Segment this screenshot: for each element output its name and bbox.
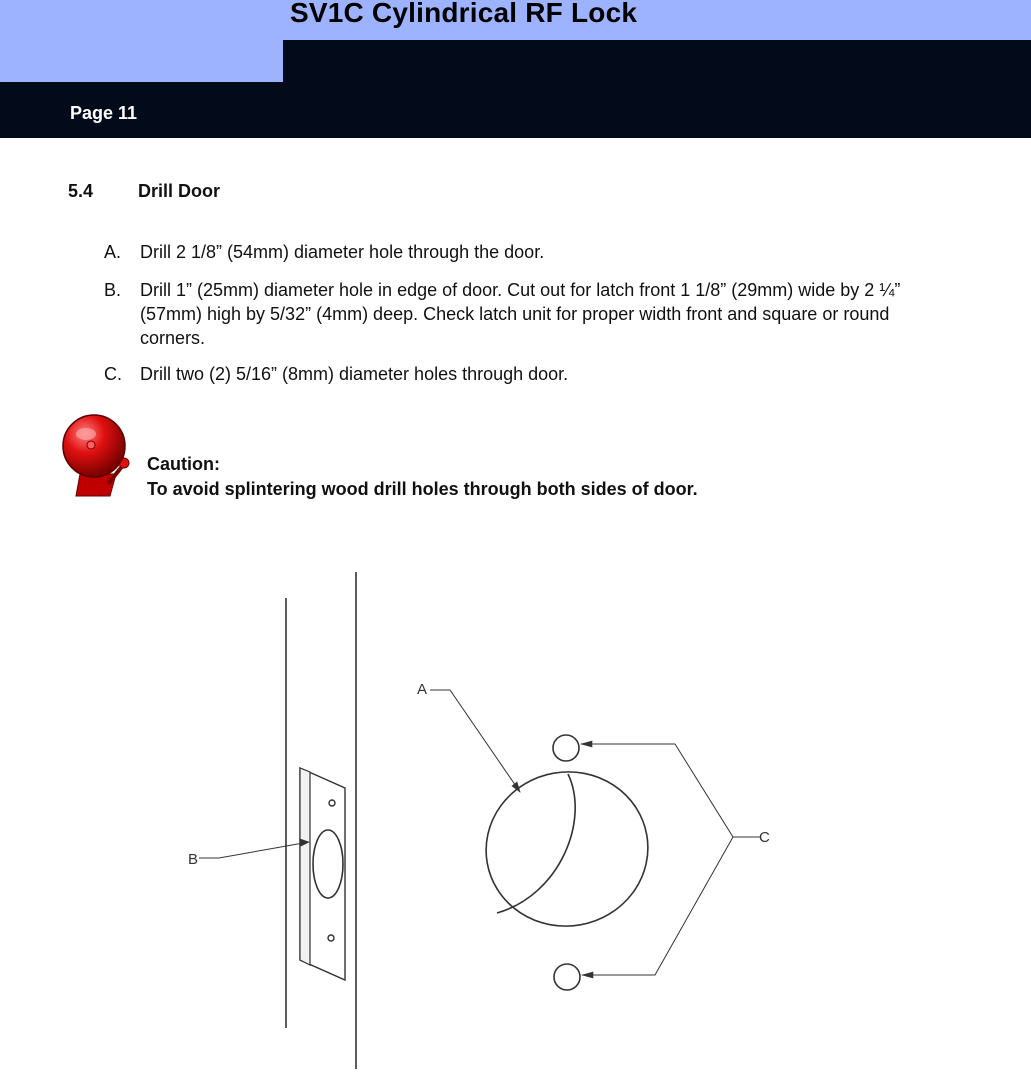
section-title: Drill Door xyxy=(138,181,221,201)
step-text: Drill 1” (25mm) diameter hole in edge of door. Cut out for latch front 1 1/8” (29mm) wide by 2 ¼” (57mm) high by 5/32” (4mm) deep. Check latch unit for proper width front and square or round corners. xyxy=(140,280,901,348)
step-label: B. xyxy=(104,280,122,300)
drill-door-diagram xyxy=(150,560,830,1074)
step-list xyxy=(104,240,984,400)
document-title: SV1C Cylindrical RF Lock xyxy=(290,0,638,28)
caution-text: To avoid splintering wood drill holes through both sides of door. xyxy=(147,479,698,499)
page-number: Page 11 xyxy=(70,103,138,123)
header-dark-band-upper xyxy=(283,40,1031,82)
diagram-label-b: B xyxy=(188,851,199,868)
header-dark-band-lower xyxy=(0,82,1031,138)
step-item xyxy=(104,362,984,386)
caution-note xyxy=(147,452,698,502)
section-number: 5.4 xyxy=(68,181,94,201)
caution-heading: Caution: xyxy=(147,454,220,474)
diagram-label-a: A xyxy=(417,681,428,698)
step-item xyxy=(104,240,984,264)
step-item xyxy=(104,278,984,350)
alarm-bell-icon xyxy=(58,412,138,507)
step-label: A. xyxy=(104,242,122,262)
header-left-block xyxy=(0,40,283,82)
diagram-label-c: C xyxy=(759,829,770,846)
step-label: C. xyxy=(104,364,122,384)
section-heading xyxy=(68,181,220,202)
step-text: Drill two (2) 5/16” (8mm) diameter holes through door. xyxy=(140,364,569,384)
step-text: Drill 2 1/8” (54mm) diameter hole through the door. xyxy=(140,242,545,262)
